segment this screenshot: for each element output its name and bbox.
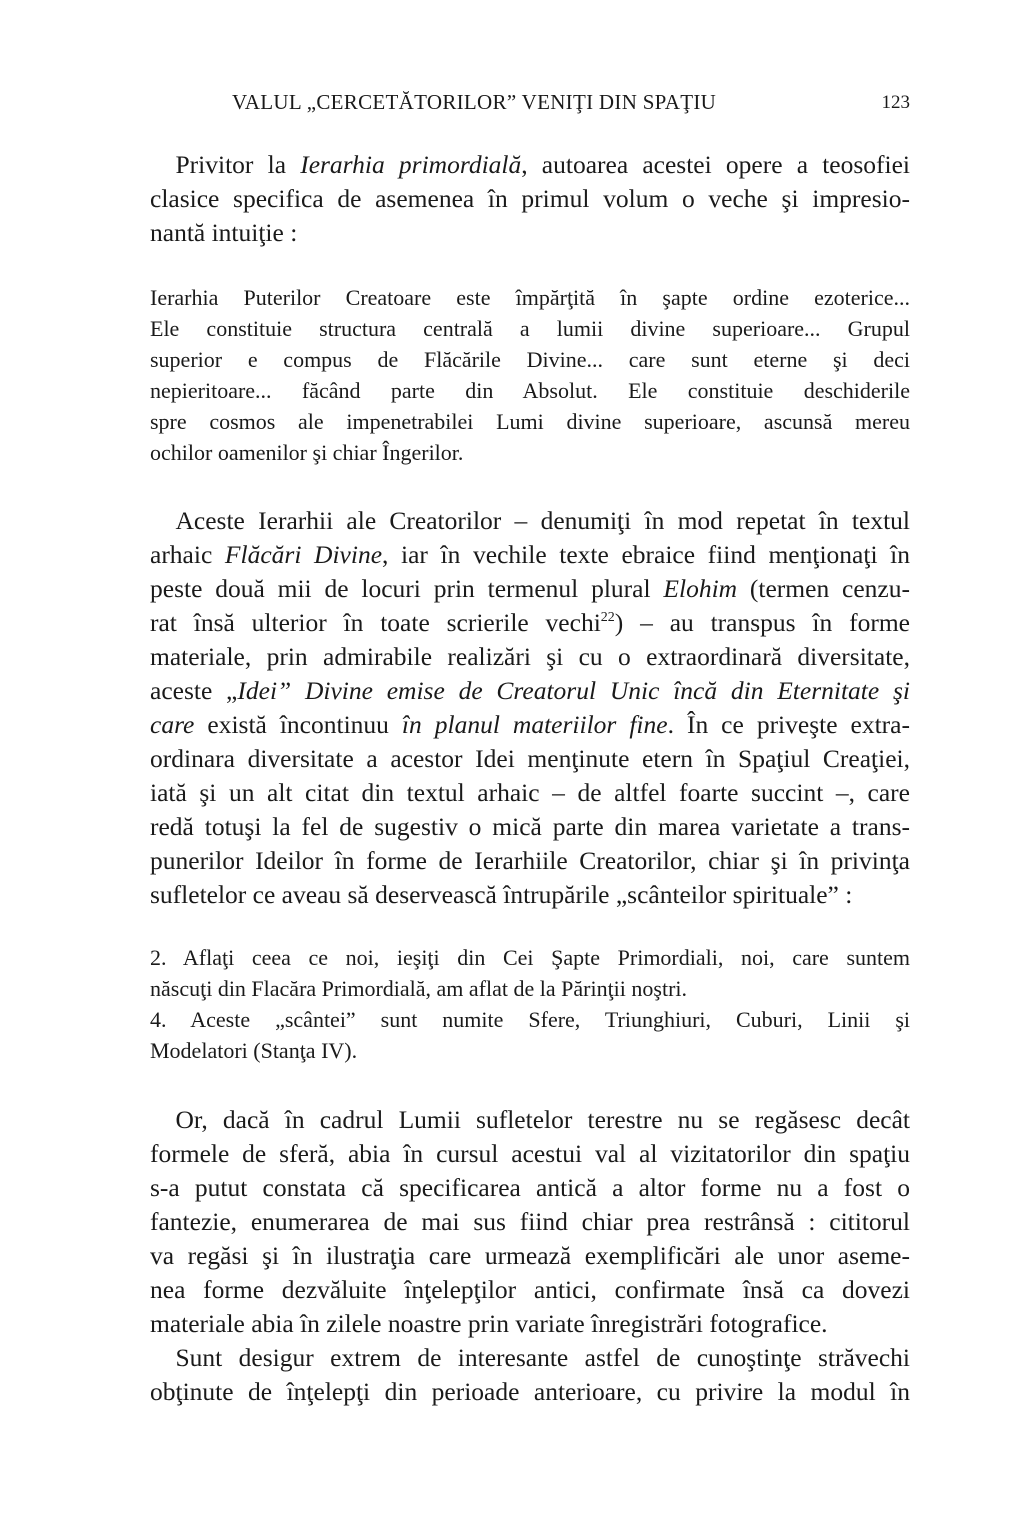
text-line: nantă intuiţie : [150, 218, 298, 247]
text-line: sufletelor ce aveau să deservească întrupările „scânteilor spirituale” : [150, 880, 853, 909]
text-line: peste două mii de locuri prin termenul plural Elohim (termen cenzu- [150, 574, 910, 603]
text-line: rat însă ulterior în toate scrierile vechi$^{22}$) – au transpus în forme [150, 608, 910, 637]
paragraph-2 [150, 504, 910, 912]
text-line: va regăsi şi în ilustraţia care urmează exemplificări ale unor aseme- [150, 1241, 910, 1270]
text-line: aceste „Idei” Divine emise de Creatorul Unic încă din Eternitate şi [150, 676, 910, 705]
text-line: nea forme dezvăluite înţelepţilor antici, confirmate însă ca dovezi [150, 1275, 910, 1304]
quote-line: Modelatori (Stanţa IV). [150, 1038, 358, 1063]
text-line: obţinute de înţelepţi din perioade anterioare, cu privire la modul în [150, 1377, 910, 1406]
text-line: iată şi un alt citat din textul arhaic – de altfel foarte succint –, care [150, 778, 910, 807]
block-quote-2 [150, 942, 910, 1066]
quote-line: Ierarhia Puterilor Creatoare este împărţită în şapte ordine ezoterice... [150, 285, 910, 310]
quote-line: 2. Aflaţi ceea ce noi, ieşiţi din Cei Şapte Primordiali, noi, care suntem [150, 945, 910, 970]
quote-line: 4. Aceste „scântei” sunt numite Sfere, Triunghiuri, Cuburi, Linii şi [150, 1007, 910, 1032]
page-number: 123 [881, 92, 910, 113]
text-line: fantezie, enumerarea de mai sus fiind chiar prea restrânsă : cititorul [150, 1207, 910, 1236]
text-line: ordinara diversitate a acestor Idei menţinute etern în Spaţiul Creaţiei, [150, 744, 910, 773]
quote-line: născuţi din Flacăra Primordială, am aflat de la Părinţii noştri. [150, 976, 688, 1001]
text-line: materiale, prin admirabile realizări şi cu o extraordinară diversitate, [150, 642, 910, 671]
text-line: formele de sferă, abia în cursul acestui val al vizitatorilor din spaţiu [150, 1139, 910, 1168]
text-line: redă totuşi la fel de sugestiv o mică parte din marea varietate a trans- [150, 812, 910, 841]
text-line: Aceste Ierarhii ale Creatorilor – denumiţi în mod repetat în textul [175, 506, 910, 535]
text-line: Privitor la Ierarhia primordială, autoarea acestei opere a teosofiei [175, 150, 911, 179]
text-line: arhaic Flăcări Divine, iar în vechile texte ebraice fiind menţionaţi în [150, 540, 910, 569]
paragraph-4 [150, 1341, 910, 1409]
running-header [150, 90, 910, 120]
quote-line: spre cosmos ale impenetrabilei Lumi divine superioare, ascunsă mereu [150, 409, 910, 434]
text-line: materiale abia în zilele noastre prin variate înregistrări fotografice. [150, 1309, 828, 1338]
footnote-ref[interactable]: 22 [600, 610, 615, 625]
text-line: clasice specifica de asemenea în primul volum o veche şi impresio- [150, 184, 910, 213]
text-line: Or, dacă în cadrul Lumii sufletelor terestre nu se regăsesc decât [175, 1105, 910, 1134]
text-line: punerilor Ideilor în forme de Ierarhiile Creatorilor, chiar şi în privinţa [150, 846, 910, 875]
quote-line: Ele constituie structura centrală a lumii divine superioare... Grupul [150, 316, 910, 341]
paragraph-3 [150, 1103, 910, 1341]
quote-line: ochilor oamenilor şi chiar Îngerilor. [150, 440, 464, 465]
quote-line: superior e compus de Flăcările Divine... care sunt eterne şi deci [150, 347, 910, 372]
quote-line: nepieritoare... făcând parte din Absolut. Ele constituie deschiderile [150, 378, 910, 403]
block-quote-1 [150, 282, 910, 468]
text-line: care există încontinuu în planul materiilor fine. În ce priveşte extra- [150, 710, 910, 739]
text-line: s-a putut constata că specificarea antică a altor forme nu a fost o [150, 1173, 910, 1202]
paragraph-1 [150, 148, 910, 250]
running-title: VALUL „CERCETĂTORILOR” VENIŢI DIN SPAŢIU [232, 90, 717, 114]
text-line: Sunt desigur extrem de interesante astfel de cunoştinţe străvechi [175, 1343, 910, 1372]
